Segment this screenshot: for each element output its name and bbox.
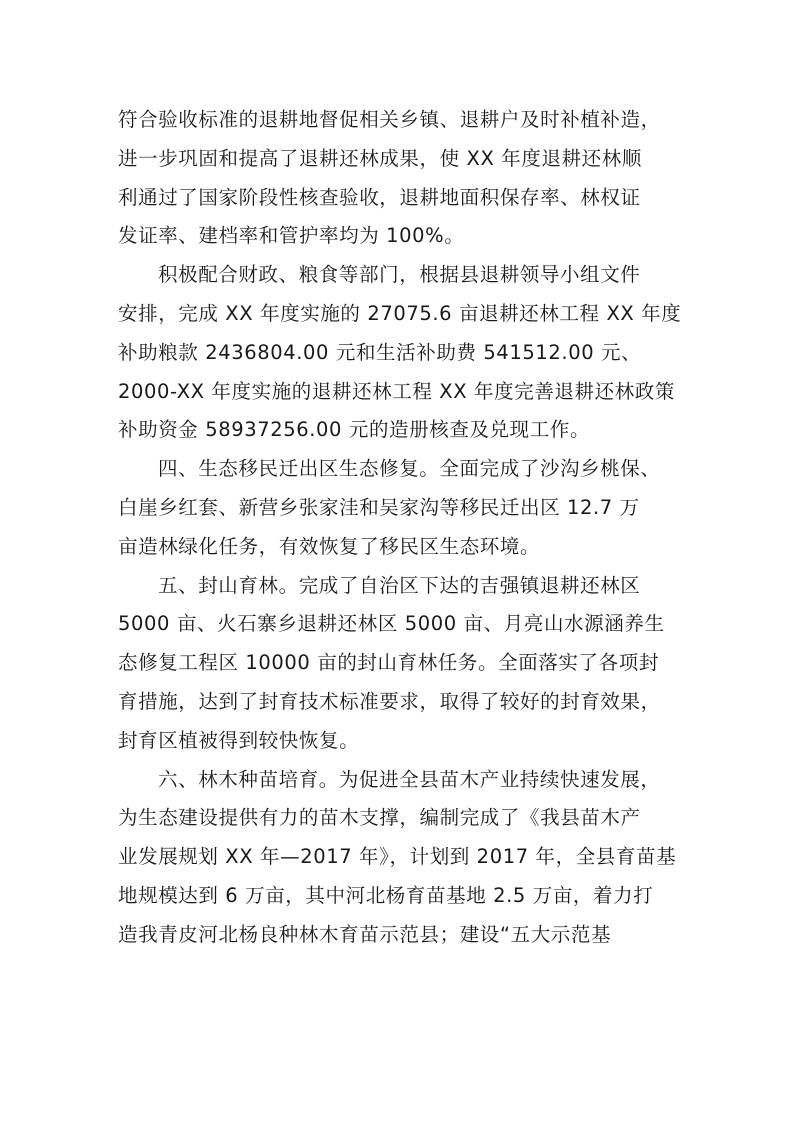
document-body [118, 101, 682, 955]
text-line: 进一步巩固和提高了退耕还林成果，使 XX 年度退耕还林顺 [118, 146, 642, 170]
paragraph-first-line: 五、封山育林。完成了自治区下达的吉强镇退耕还林区 [158, 573, 641, 597]
text-line: 补助资金 58937256.00 元的造册核查及兑现工作。 [118, 418, 591, 442]
text-line: 为生态建设提供有力的苗木支撑，编制完成了《我县苗木产 [118, 806, 641, 830]
text-line: 补助粮款 2436804.00 元和生活补助费 541512.00 元、 [118, 340, 642, 364]
text-line: 白崖乡红套、新营乡张家洼和吴家沟等移民迁出区 12.7 万 [118, 495, 640, 519]
text-line: 利通过了国家阶段性核查验收，退耕地面积保存率、林权证 [118, 185, 641, 209]
text-line: 地规模达到 6 万亩，其中河北杨育苗基地 2.5 万亩，着力打 [118, 883, 654, 907]
text-line: 造我青皮河北杨良种林木育苗示范县；建设“五大示范基 [118, 922, 612, 946]
text-line: 业发展规划 XX 年—2017 年》，计划到 2017 年，全县育苗基 [118, 845, 677, 869]
text-line: 封育区植被得到较快恢复。 [118, 728, 360, 752]
text-line: 态修复工程区 10000 亩的封山育林任务。全面落实了各项封 [118, 651, 659, 675]
text-line: 安排，完成 XX 年度实施的 27075.6 亩退耕还林工程 XX 年度 [118, 301, 682, 325]
text-line: 育措施，达到了封育技术标准要求，取得了较好的封育效果， [118, 689, 661, 713]
paragraph-first-line: 六、林木种苗培育。为促进全县苗木产业持续快速发展， [158, 767, 661, 791]
text-line: 符合验收标准的退耕地督促相关乡镇、退耕户及时补植补造， [118, 108, 661, 131]
text-line: 发证率、建档率和管护率均为 100%。 [118, 224, 465, 248]
text-line: 亩造林绿化任务，有效恢复了移民区生态环境。 [118, 534, 541, 558]
paragraph-first-line: 四、生态移民迁出区生态修复。全面完成了沙沟乡桃保、 [158, 457, 661, 481]
paragraph-first-line: 积极配合财政、粮食等部门，根据县退耕领导小组文件 [158, 263, 641, 287]
text-line: 5000 亩、火石寨乡退耕还林区 5000 亩、月亮山水源涵养生 [118, 612, 665, 636]
text-line: 2000-XX 年度实施的退耕还林工程 XX 年度完善退耕还林政策 [118, 379, 676, 403]
